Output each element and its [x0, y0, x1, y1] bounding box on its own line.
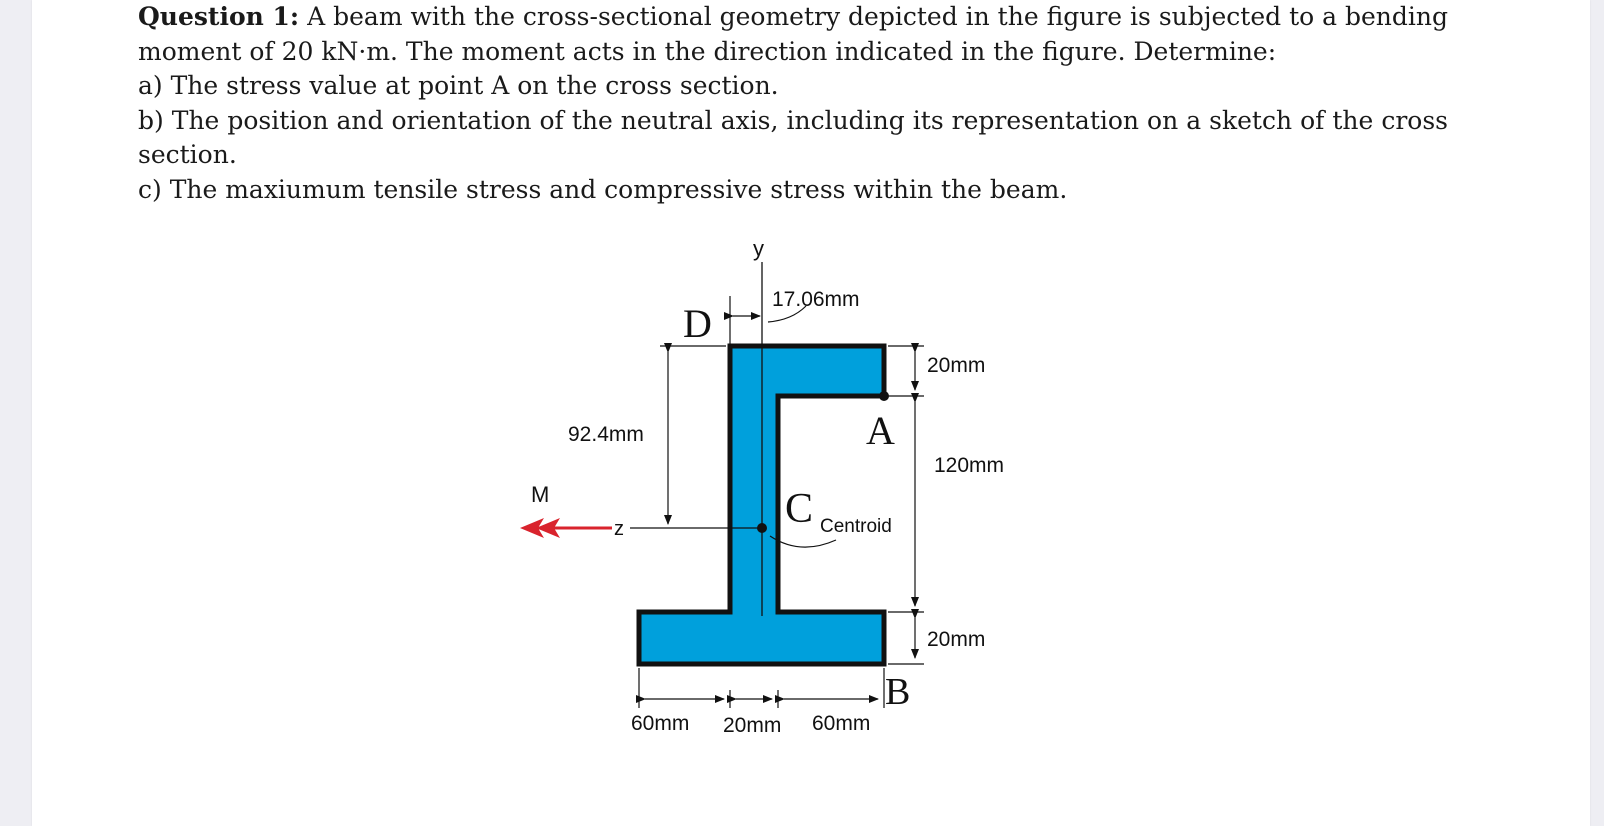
question-part-b: b) The position and orientation of the neutral axis, including its representation on a sketch of the cross section.: [138, 105, 1448, 169]
point-d-label: D: [683, 301, 712, 346]
left-dim-label: 60mm: [631, 712, 690, 735]
top-flange-dim-label: 20mm: [927, 354, 986, 377]
question-title: Question 1:: [138, 2, 300, 31]
moment-label: M: [531, 482, 550, 507]
z-axis-label: z: [614, 518, 624, 540]
centroid-point: [757, 523, 767, 533]
point-a-marker: [879, 391, 889, 401]
question-part-a: a) The stress value at point A on the cross section.: [138, 71, 779, 100]
web-dim-label: 120mm: [934, 454, 1005, 477]
height-dim-label: 92.4mm: [568, 423, 644, 446]
moment-arrow: [520, 518, 612, 538]
question-statement: A beam with the cross-sectional geometry depicted in the figure is subjected to a bending moment of 20 kN·m. The moment acts in the direction indicated in the figure. Determine:: [138, 2, 1448, 66]
y-axis-label: y: [753, 236, 764, 261]
point-a-label: A: [866, 408, 895, 453]
centroid-label: Centroid: [820, 516, 892, 537]
centroid-letter: C: [785, 486, 814, 532]
bottom-flange-dim-label: 20mm: [927, 628, 986, 651]
question-part-c: c) The maxiumum tensile stress and compressive stress within the beam.: [138, 174, 1068, 204]
right-dim-label: 60mm: [812, 712, 871, 735]
point-b-label: B: [885, 671, 911, 713]
offset-dim-label: 17.06mm: [772, 288, 860, 311]
mid-dim-label: 20mm: [723, 714, 782, 737]
